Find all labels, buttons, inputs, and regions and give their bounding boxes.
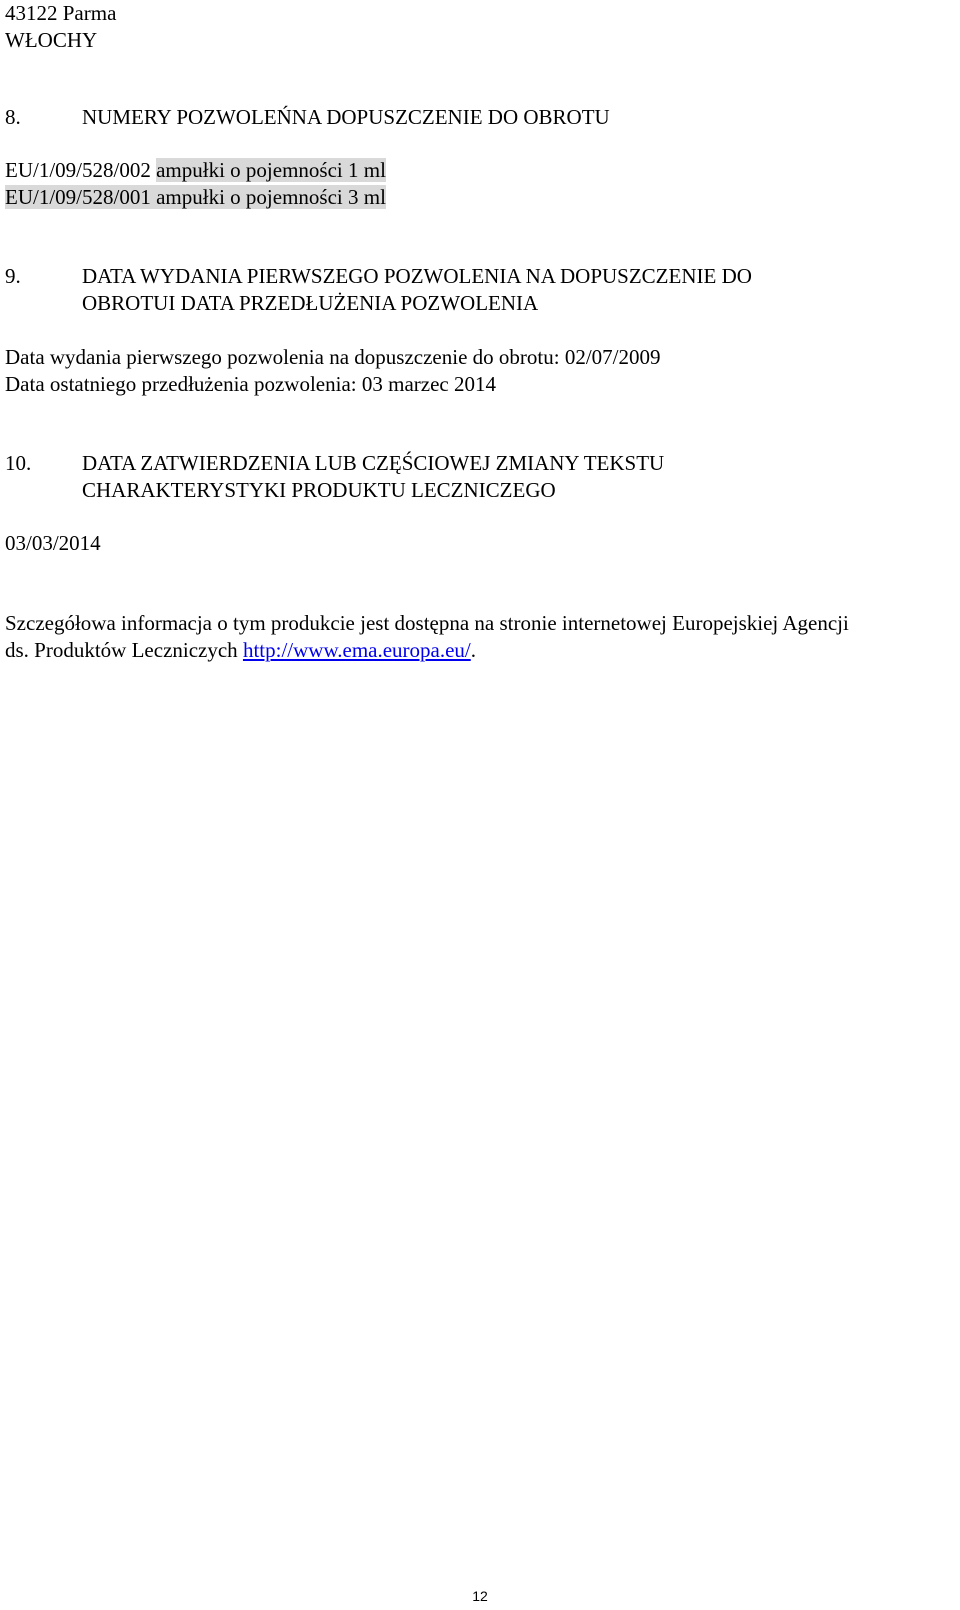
footer-info-line-2 xyxy=(5,637,849,664)
section-10-title-line-2: CHARAKTERYSTYKI PRODUKTU LECZNICZEGO xyxy=(82,478,556,502)
authorization-code: EU/1/09/528/002 xyxy=(5,158,151,182)
authorization-description: ampułki o pojemności 3 ml xyxy=(156,185,386,209)
section-9-number: 9. xyxy=(5,264,21,288)
footer-info-prefix: ds. Produktów Leczniczych xyxy=(5,638,238,662)
section-10-body xyxy=(5,530,101,557)
first-authorization-line xyxy=(5,344,660,371)
authorization-item xyxy=(5,157,386,184)
ema-website-link[interactable]: http://www.ema.europa.eu/ xyxy=(242,638,471,662)
address-city-line: 43122 Parma xyxy=(5,1,117,25)
section-8-title: NUMERY POZWOLEŃNA DOPUSZCZENIE DO OBROTU xyxy=(82,105,610,129)
revision-date: 03/03/2014 xyxy=(5,531,101,555)
section-10-title-line-1: DATA ZATWIERDZENIA LUB CZĘŚCIOWEJ ZMIANY TEKSTU xyxy=(82,451,665,475)
address-block xyxy=(5,0,116,54)
first-authorization-label: Data wydania pierwszego pozwolenia na dopuszczenie do obrotu: xyxy=(5,345,560,369)
page-number: 12 xyxy=(472,1588,488,1604)
footer-info xyxy=(5,610,849,664)
section-8-items xyxy=(5,157,386,211)
footer-info-line-1: Szczegółowa informacja o tym produkcie jest dostępna na stronie internetowej Europejskiej Agencji xyxy=(5,611,849,635)
section-10-number: 10. xyxy=(5,451,32,475)
section-9-title-line-1: DATA WYDANIA PIERWSZEGO POZWOLENIA NA DOPUSZCZENIE DO xyxy=(82,264,752,288)
section-9-title-line-2: OBROTUI DATA PRZEDŁUŻENIA POZWOLENIA xyxy=(82,291,539,315)
renewal-line xyxy=(5,371,660,398)
section-8-number: 8. xyxy=(5,105,21,129)
renewal-date: 03 marzec 2014 xyxy=(361,372,496,396)
authorization-item xyxy=(5,184,386,211)
footer-info-suffix: . xyxy=(470,638,477,662)
authorization-code: EU/1/09/528/001 xyxy=(5,185,151,209)
address-country-line: WŁOCHY xyxy=(5,28,98,52)
authorization-description: ampułki o pojemności 1 ml xyxy=(156,158,386,182)
section-9-body xyxy=(5,344,660,398)
renewal-label: Data ostatniego przedłużenia pozwolenia: xyxy=(5,372,357,396)
first-authorization-date: 02/07/2009 xyxy=(564,345,661,369)
